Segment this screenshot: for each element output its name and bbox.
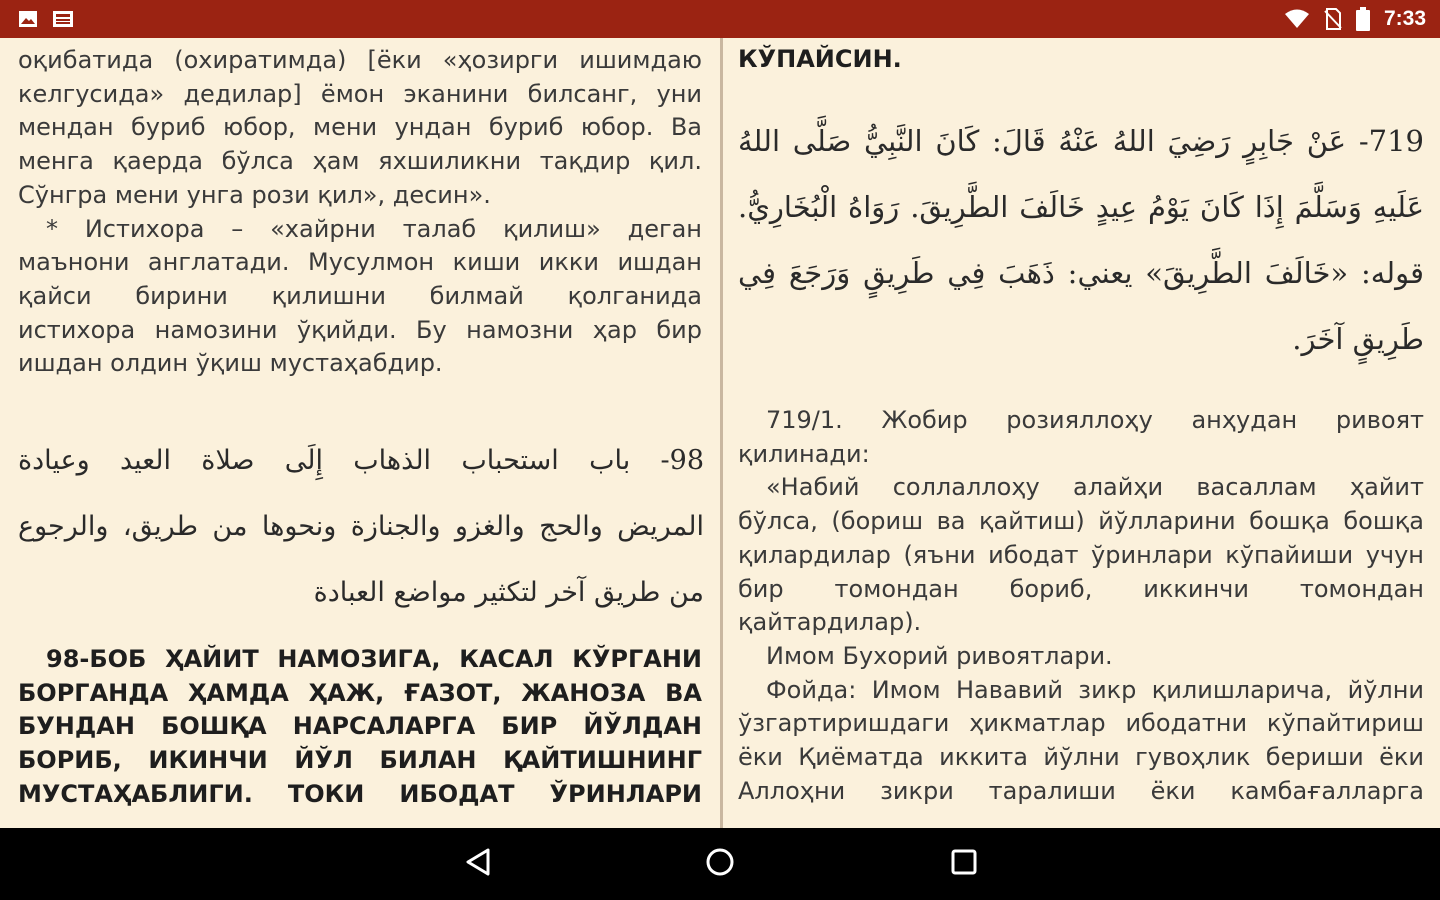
arabic-line: قوله: «خَالَفَ الطَّرِيقَ» يعني: ذَهَبَ فِي طَرِيقٍ وَرَجَعَ فِي [738,256,1424,290]
text-line: қайтардилар). [738,608,922,637]
arabic-chapter-heading [18,428,704,626]
text-line: бўлса, (бориш ва қайтиш) йўлларини бошқа бошқа [738,507,1424,536]
text-line: маънони англатади. Мусулмон киши икки ишдан [18,248,702,277]
arabic-line: المريض والحج والغزو والجنازة ونحوها من طريق، والرجوع [18,511,704,542]
chapter-title [18,643,702,812]
title-line: 98-БОБ ҲАЙИТ НАМОЗИГА, КАСАЛ КЎРГАНИ [46,645,702,673]
text-line: ўзгартиришдаги ҳикматлар ибодатни кўпайтириш [738,709,1424,738]
text-line: мендан буриб юбор, мени ундан буриб юбор. Ва [18,113,702,142]
clock: 7:33 [1383,7,1426,30]
back-button[interactable] [458,844,498,884]
home-icon [704,846,736,882]
wifi-icon [1284,9,1310,29]
no-sim-icon [1324,8,1342,30]
arabic-line: عَلَيهِ وَسَلَّمَ إِذَا كَانَ يَوْمُ عِيدٍ خَالَفَ الطَّرِيقَ. رَوَاهُ الْبُخَارِيُّ. [738,190,1424,224]
text-line: менга қаерда бўлса ҳам яхшиликни тақдир қил. [18,147,702,176]
image-icon [18,9,38,29]
arabic-line: 719- عَنْ جَابِرٍ رَضِيَ اللهُ عَنْهُ قَالَ: كَانَ النَّبِيُّ صَلَّى اللهُ [738,124,1424,158]
text-line: оқибатида (охиратимда) [ёки «ҳозирги ишимдаю [18,46,702,74]
title-line: БОРГАНДА ҲАМДА ҲАЖ, ҒАЗОТ, ЖАНОЗА ВА [18,678,702,707]
arabic-line: 98- باب استحباب الذهاب إِلَى صلاة العيد وعيادة [18,445,704,476]
title-line: БУНДАН БОШҚА НАРСАЛАРГА БИР ЙЎЛДАН [18,712,702,741]
page-top-title: КЎПАЙСИН. [738,45,902,73]
hadith-commentary-text [18,44,702,381]
title-line: МУСТАҲАБЛИГИ. ТОКИ ИБОДАТ ЎРИНЛАРИ [18,779,702,808]
arabic-line: طَرِيقٍ آخَرَ. [1292,322,1424,356]
text-line: ишдан олдин ўқиш мустаҳабдир. [18,349,443,378]
title-line: БОРИБ, ИКИНЧИ ЙЎЛ БИЛАН ҚАЙТИШНИНГ [18,746,702,775]
text-line: Фойда: Имом Нававий зикр қилишларича, йўлни [766,675,1424,704]
back-icon [464,847,492,881]
left-page[interactable] [0,38,720,828]
text-line: қайси бирини қилишни билмай қолганида [18,281,702,310]
text-line: Имом Бухорий ривоятлари. [766,641,1113,670]
recent-apps-button[interactable] [944,844,984,884]
storage-icon [52,9,74,29]
text-line: * Истихора – «хайрни талаб қилиш» деган [46,214,702,243]
text-line: «Набий соллаллоҳу алайҳи васаллам ҳайит [766,473,1424,502]
hadith-translation-text [738,404,1424,808]
text-line: 719/1. Жобир розияллоҳу анҳудан ривоят [766,406,1424,434]
text-line: Сўнгра мени унга рози қил», десин». [18,180,491,209]
text-line: истихора намозини ўқийди. Бу намозни ҳар бир [18,315,702,344]
home-button[interactable] [700,844,740,884]
navigation-bar [0,828,1440,900]
text-line: келгусида» дедилар] ёмон эканини билсанг, уни [18,79,702,108]
right-page[interactable] [723,38,1440,828]
text-line: қилардилар (яъни ибодат ўринлари кўпайиши учун [738,540,1424,569]
arabic-line: من طريق آخر لتكثير مواضع العبادة [313,577,704,608]
status-bar [0,0,1440,38]
text-line: бир томондан бориб, иккинчи томондан [738,574,1424,603]
text-line: қилинади: [738,439,870,468]
recent-apps-icon [950,848,978,880]
battery-icon [1356,7,1370,31]
text-line: ёки Қиёматда иккита йўлни гувоҳлик бериши ёки [738,743,1424,772]
text-line: Аллоҳни зикри таралиши ёки камбағалларга [738,776,1424,805]
arabic-hadith [738,108,1424,372]
